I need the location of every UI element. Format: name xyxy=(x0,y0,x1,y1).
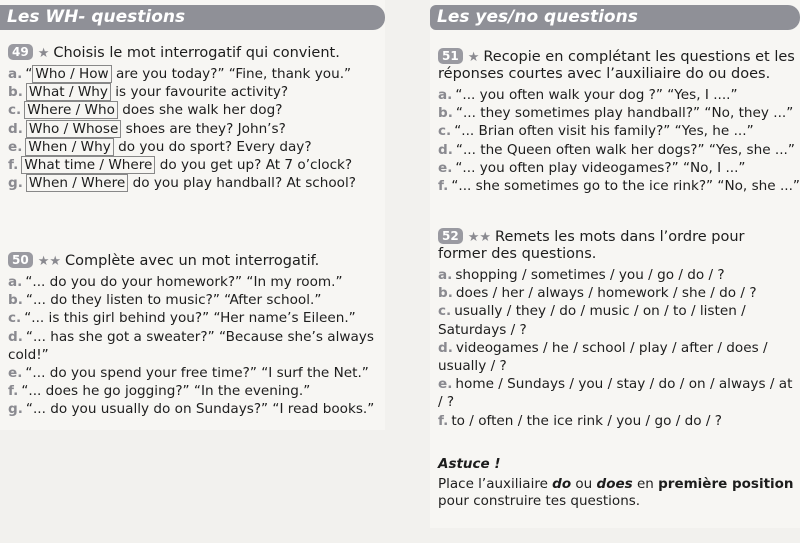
exercise-item xyxy=(438,122,796,140)
item-letter: c. xyxy=(8,310,22,327)
exercise-instruction: Remets les mots dans l’ordre pour former des questions. xyxy=(438,229,745,262)
exercise-item xyxy=(8,309,381,327)
item-text: “... the Queen often walk her dogs?” “Yes, she ...” xyxy=(455,141,795,158)
item-letter: e. xyxy=(438,376,453,393)
exercise-item xyxy=(438,159,796,177)
exercise-item xyxy=(438,339,796,375)
item-text: “... do you usually do on Sundays?” “I read books.” xyxy=(25,401,375,418)
item-letter: e. xyxy=(438,159,453,176)
exercise-51 xyxy=(438,48,800,195)
exercise-item xyxy=(8,156,381,174)
choice-box: Where / Who xyxy=(24,101,118,119)
exercise-item xyxy=(438,302,796,338)
exercise-49 xyxy=(8,44,381,192)
item-letter: f. xyxy=(438,412,449,429)
exercise-item xyxy=(438,104,796,122)
exercise-instruction: Recopie en complétant les questions et les réponses courtes avec l’auxiliaire do ou does. xyxy=(438,49,795,82)
item-letter: d. xyxy=(8,328,23,345)
exercise-item xyxy=(438,284,796,302)
item-letter: g. xyxy=(8,175,23,192)
exercise-item xyxy=(8,400,381,418)
exercise-instruction: Complète avec un mot interrogatif. xyxy=(65,253,320,269)
item-letter: b. xyxy=(438,105,453,122)
item-letter: c. xyxy=(438,123,452,140)
item-letter: b. xyxy=(438,285,453,302)
exercise-number: 50 xyxy=(8,252,33,268)
item-text: does she walk her dog? xyxy=(117,102,283,119)
exercise-item xyxy=(8,273,381,291)
exercise-heading xyxy=(8,252,381,270)
item-letter: f. xyxy=(8,383,19,400)
item-text: “... you often play videogames?” “No, I ...” xyxy=(455,159,746,176)
astuce-box xyxy=(438,456,796,510)
item-text: “... has she got a sweater?” “Because she’s always cold!” xyxy=(8,328,374,363)
star-icon: ★★ xyxy=(37,254,62,269)
item-text: shoes are they? John’s? xyxy=(121,120,286,137)
section-banner-yes-no: Les yes/no questions xyxy=(430,5,800,30)
item-letter: b. xyxy=(8,292,23,309)
exercise-item xyxy=(8,364,381,382)
exercise-item xyxy=(8,328,381,364)
item-letter: a. xyxy=(8,274,23,290)
star-icon: ★★ xyxy=(467,230,492,245)
right-column xyxy=(430,0,800,528)
exercise-item xyxy=(8,174,381,192)
item-text: is your favourite activity? xyxy=(110,84,289,101)
exercise-item xyxy=(438,141,796,159)
item-letter: e. xyxy=(8,365,23,382)
item-text: “... do they listen to music?” “After school.” xyxy=(25,292,322,309)
item-text: “... you often walk your dog ?” “Yes, I ....” xyxy=(455,87,738,103)
item-text: does / her / always / homework / she / do / ? xyxy=(455,285,757,302)
exercise-number: 51 xyxy=(438,48,463,64)
exercise-items xyxy=(8,65,381,192)
exercise-item xyxy=(438,412,796,430)
item-text: “... do you do your homework?” “In my room.” xyxy=(25,274,343,290)
item-letter: a. xyxy=(438,267,453,283)
exercise-heading xyxy=(438,48,796,83)
item-text: to / often / the ice rink / you / go / do / ? xyxy=(451,412,722,429)
exercise-52 xyxy=(438,228,796,430)
star-icon: ★ xyxy=(37,46,50,61)
exercise-item xyxy=(8,138,381,156)
exercise-50 xyxy=(8,252,381,419)
choice-box: What time / Where xyxy=(21,156,155,174)
item-text: “... Brian often visit his family?” “Yes, he ...” xyxy=(454,123,754,140)
item-letter: c. xyxy=(8,102,22,119)
exercise-instruction: Choisis le mot interrogatif qui convient. xyxy=(53,45,340,61)
exercise-number: 52 xyxy=(438,228,463,244)
item-text: shopping / sometimes / you / go / do / ? xyxy=(455,267,725,283)
item-quote: “ xyxy=(25,66,33,82)
item-text: are you today?” “Fine, thank you.” xyxy=(111,66,352,82)
choice-box: Who / How xyxy=(32,65,111,83)
choice-box: When / Where xyxy=(26,174,128,192)
exercise-items xyxy=(8,273,381,419)
item-letter: d. xyxy=(438,141,453,158)
exercise-heading xyxy=(438,228,796,263)
item-letter: g. xyxy=(8,401,23,418)
astuce-text: Place l’auxiliaire do ou does en première position pour construire tes questions. xyxy=(438,476,794,509)
item-text: “... do you spend your free time?” “I surf the Net.” xyxy=(25,365,369,382)
star-icon: ★ xyxy=(467,50,480,65)
item-letter: f. xyxy=(8,157,19,174)
item-letter: d. xyxy=(8,120,23,137)
item-letter: f. xyxy=(438,178,449,195)
exercise-number: 49 xyxy=(8,44,33,60)
exercise-item xyxy=(8,65,381,83)
exercise-item xyxy=(438,177,800,195)
item-text: usually / they / do / music / on / to / listen / Saturdays / ? xyxy=(438,303,746,338)
exercise-item xyxy=(8,120,381,138)
item-letter: a. xyxy=(8,66,23,82)
item-letter: b. xyxy=(8,84,23,101)
exercise-items xyxy=(438,266,796,430)
exercise-item xyxy=(8,382,381,400)
exercise-item xyxy=(8,83,381,101)
item-text: “... does he go jogging?” “In the evening.” xyxy=(21,383,311,400)
exercise-item xyxy=(438,86,796,104)
choice-box: What / Why xyxy=(26,83,111,101)
item-text: do you do sport? Every day? xyxy=(113,138,312,155)
item-text: do you get up? At 7 o’clock? xyxy=(155,157,353,174)
exercise-item xyxy=(8,291,381,309)
item-letter: d. xyxy=(438,339,453,356)
item-letter: e. xyxy=(8,138,23,155)
exercise-item xyxy=(8,101,381,119)
item-text: “... is this girl behind you?” “Her name’s Eileen.” xyxy=(24,310,356,327)
choice-box: Who / Whose xyxy=(26,120,121,138)
item-letter: a. xyxy=(438,87,453,103)
astuce-title: Astuce ! xyxy=(438,456,501,472)
section-banner-wh: Les WH- questions xyxy=(0,5,385,30)
choice-box: When / Why xyxy=(25,138,113,156)
item-text: “... they sometimes play handball?” “No, they ...” xyxy=(455,105,794,122)
item-letter: c. xyxy=(438,303,452,320)
item-text: videogames / he / school / play / after / does / usually / ? xyxy=(438,339,768,375)
exercise-heading xyxy=(8,44,381,62)
item-text: home / Sundays / you / stay / do / on / always / at / ? xyxy=(438,376,793,411)
exercise-items xyxy=(438,86,800,195)
item-text: do you play handball? At school? xyxy=(128,175,356,192)
left-column xyxy=(0,0,385,430)
item-text: “... she sometimes go to the ice rink?” “No, she ...” xyxy=(451,178,800,195)
exercise-item xyxy=(438,375,796,411)
exercise-item xyxy=(438,266,796,284)
